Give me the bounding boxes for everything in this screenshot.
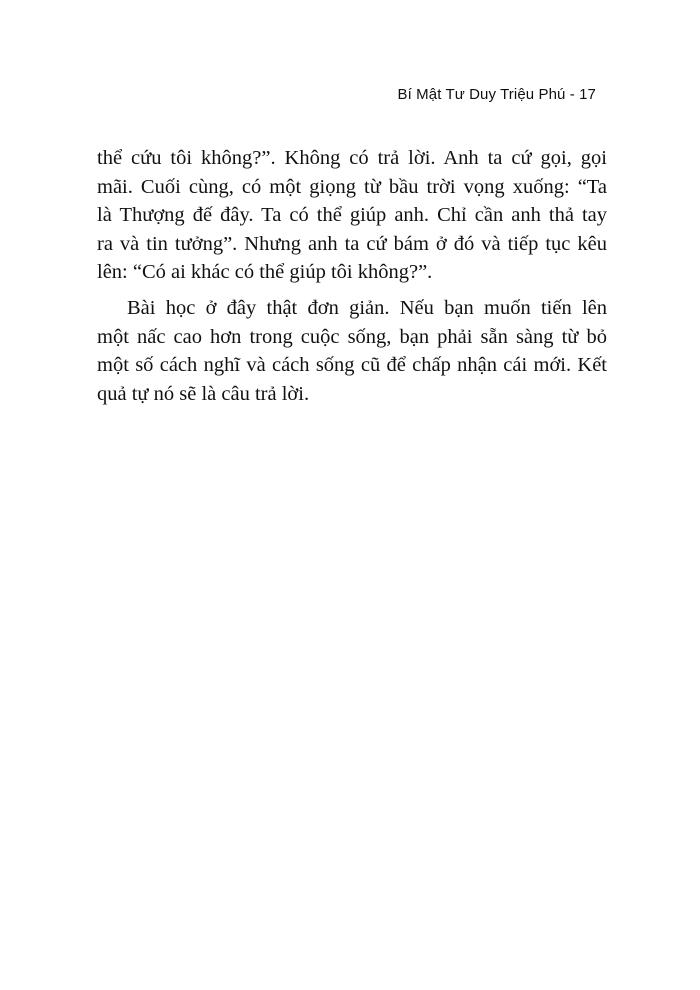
paragraph-2 [97, 294, 607, 408]
text-line: lên: “Có ai khác có thể giúp tôi không?”. [97, 261, 433, 284]
body-text [97, 144, 607, 408]
text-line: ra và tin tưởng”. Nhưng anh ta cứ bám ở đó và tiếp tục kêu [97, 232, 607, 255]
text-line: một nấc cao hơn trong cuộc sống, bạn phải sẵn sàng từ bỏ [97, 325, 607, 348]
text-line: thể cứu tôi không?”. Không có trả lời. Anh ta cứ gọi, gọi [97, 147, 607, 169]
text-line: quả tự nó sẽ là câu trả lời. [97, 382, 310, 405]
text-line: mãi. Cuối cùng, có một giọng từ bầu trời vọng xuống: “Ta [97, 175, 607, 198]
paragraph-1 [97, 144, 607, 287]
text-line: là Thượng đế đây. Ta có thể giúp anh. Chỉ cần anh thả tay [97, 204, 607, 227]
text-line: Bài học ở đây thật đơn giản. Nếu bạn muốn tiến lên [127, 296, 607, 319]
running-header: Bí Mật Tư Duy Triệu Phú - 17 [397, 86, 596, 103]
text-line: một số cách nghĩ và cách sống cũ để chấp nhận cái mới. Kết [97, 354, 607, 377]
